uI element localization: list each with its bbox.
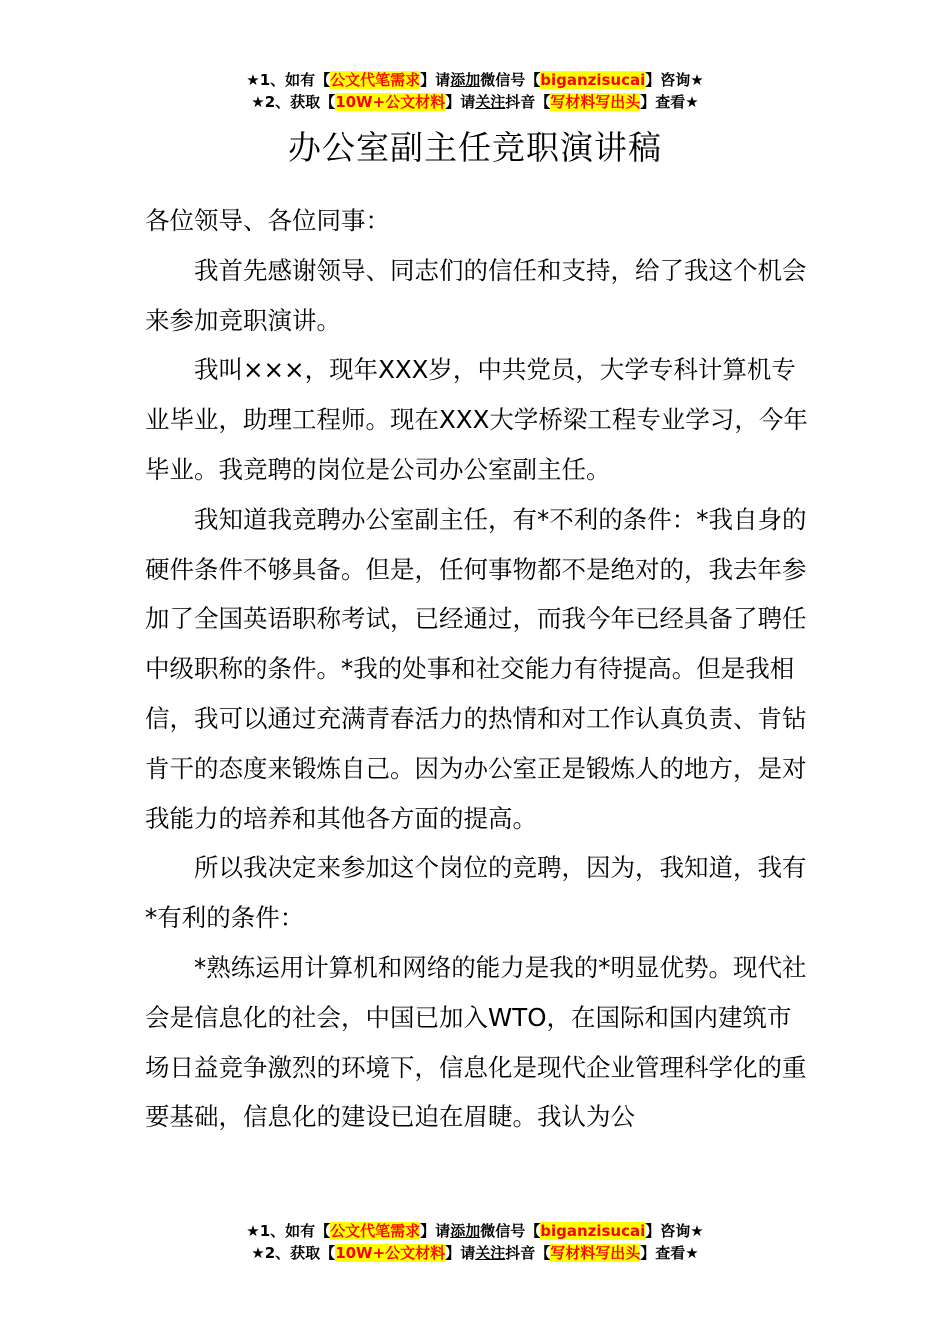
banner-text: 】请 [420, 71, 451, 89]
banner-text: ★2、获取【 [251, 1244, 336, 1262]
footer-banner [0, 1220, 950, 1264]
salutation: 各位领导、各位同事： [145, 206, 390, 235]
banner-line-2 [0, 91, 950, 113]
banner-text: ★1、如有【 [246, 1222, 331, 1240]
banner-highlight: 写材料写出头 [550, 1244, 641, 1262]
banner-underline: 关注 [475, 1244, 506, 1262]
banner-highlight: 写材料写出头 [550, 93, 641, 111]
document-title: 办公室副主任竞职演讲稿 [288, 128, 662, 167]
banner-line-2 [0, 1242, 950, 1264]
banner-text: 微信号【 [480, 1222, 541, 1240]
paragraph: *熟练运用计算机和网络的能力是我的*明显优势。现代社会是信息化的社会，中国已加入WTO，在国际和国内建筑市场日益竞争激烈的环境下，信息化是现代企业管理科学化的重要基础，信息化的建设已迫在眉睫。我认为公 [145, 952, 807, 1132]
banner-text: 抖音【 [505, 93, 551, 111]
banner-text: 】请 [445, 93, 476, 111]
banner-text: 抖音【 [505, 1244, 551, 1262]
banner-underline: 添加 [450, 1222, 481, 1240]
paragraph: 所以我决定来参加这个岗位的竞聘，因为，我知道，我有*有利的条件： [145, 853, 807, 933]
banner-line-1 [0, 1220, 950, 1242]
paragraph: 我知道我竞聘办公室副主任，有*不利的条件：*我自身的硬件条件不够具备。但是，任何事物都不是绝对的，我去年参加了全国英语职称考试，已经通过，而我今年已经具备了聘任中级职称的条件。*我的处事和社交能力有待提高。但是我相信，我可以通过充满青春活力的热情和对工作认真负责、肯钻肯干的态度来锻炼自己。因为办公室正是锻炼人的地方，是对我能力的培养和其他各方面的提高。 [145, 504, 807, 833]
banner-line-1 [0, 69, 950, 91]
banner-highlight: 公文代笔需求 [330, 71, 421, 89]
banner-underline: 关注 [475, 93, 506, 111]
banner-text: 】请 [420, 1222, 451, 1240]
banner-highlight: 10W+公文材料 [335, 93, 446, 111]
header-banner [0, 69, 950, 113]
paragraph: 我首先感谢领导、同志们的信任和支持，给了我这个机会来参加竞职演讲。 [145, 255, 807, 335]
banner-text: 】查看★ [640, 93, 699, 111]
banner-underline: 添加 [450, 71, 481, 89]
banner-text: 微信号【 [480, 71, 541, 89]
banner-highlight: 10W+公文材料 [335, 1244, 446, 1262]
banner-text: 】请 [445, 1244, 476, 1262]
banner-text: 】查看★ [640, 1244, 699, 1262]
banner-highlight: 公文代笔需求 [330, 1222, 421, 1240]
document-body [145, 196, 810, 1142]
banner-text: 】咨询★ [645, 71, 704, 89]
paragraph: 我叫×××，现年XXX岁，中共党员，大学专科计算机专业毕业，助理工程师。现在XXX大学桥梁工程专业学习，今年毕业。我竞聘的岗位是公司办公室副主任。 [145, 355, 808, 484]
banner-highlight: biganzisucai [540, 71, 646, 89]
banner-text: ★2、获取【 [251, 93, 336, 111]
banner-highlight: biganzisucai [540, 1222, 646, 1240]
banner-text: 】咨询★ [645, 1222, 704, 1240]
banner-text: ★1、如有【 [246, 71, 331, 89]
